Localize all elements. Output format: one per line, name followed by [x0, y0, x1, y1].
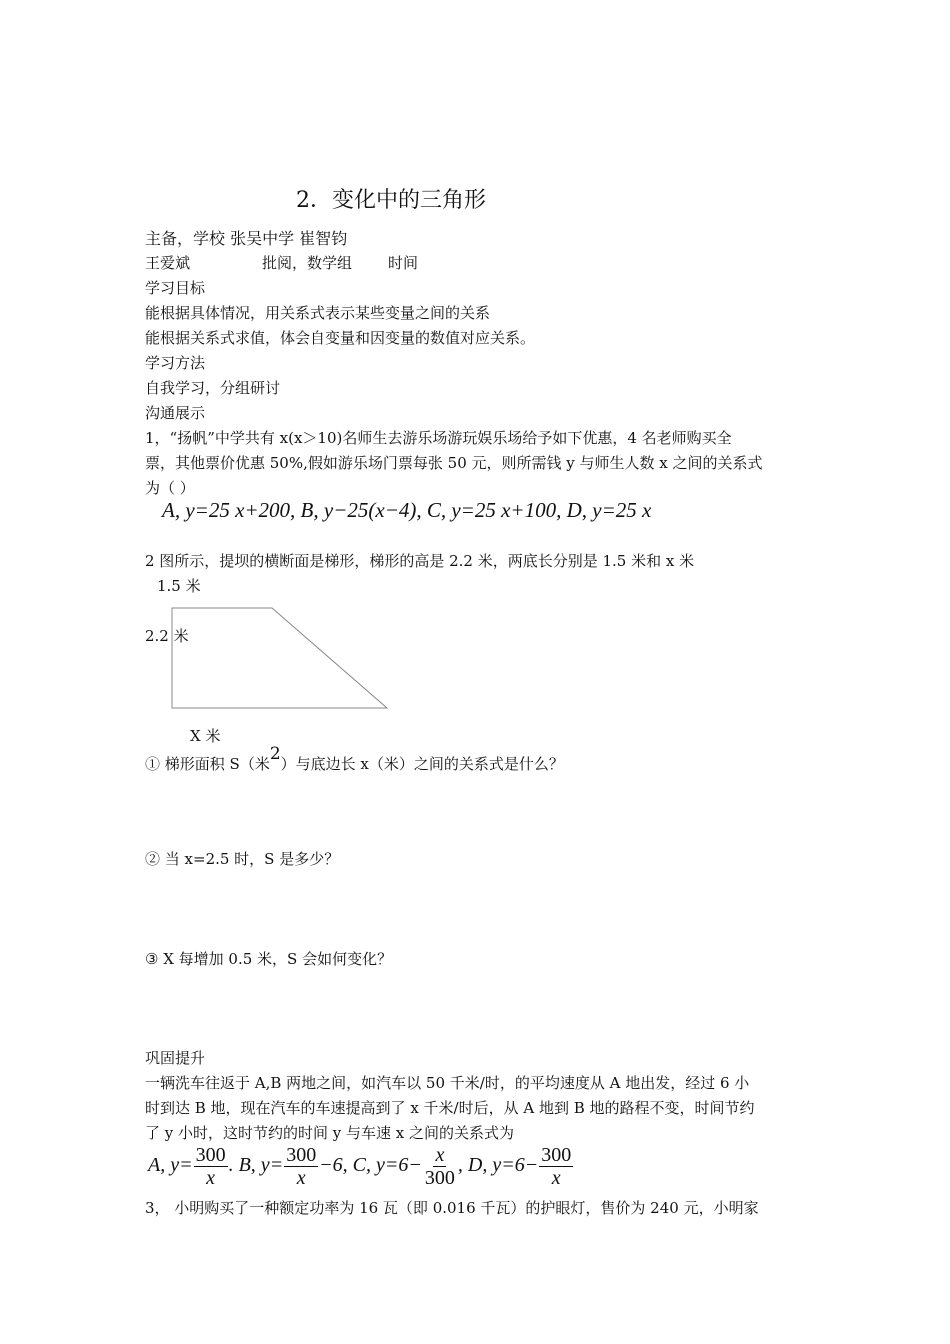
q1-options: A, y=25 x+200, B, y−25(x−4), C, y=25 x+100, D, y=25 x	[162, 498, 652, 522]
option-b-den: x	[296, 1167, 306, 1189]
trapezoid-diagram	[165, 600, 405, 720]
q2-sub-1	[145, 744, 564, 775]
option-d-fraction	[539, 1144, 573, 1189]
page-title: 2．变化中的三角形	[296, 188, 486, 213]
consolidate-options	[148, 1144, 574, 1189]
show-heading: 沟通展示	[145, 404, 206, 422]
option-d-prefix: , D, y=6−	[457, 1154, 539, 1177]
meta-time: 时间	[388, 254, 419, 272]
option-c-num: x	[435, 1144, 445, 1166]
option-a-den: x	[206, 1167, 216, 1189]
option-d-den: x	[551, 1167, 561, 1189]
option-d-num: 300	[541, 1144, 572, 1166]
option-b-num: 300	[286, 1144, 317, 1166]
trapezoid-top-label: 1.5 米	[157, 577, 201, 595]
author-line: 主备，学校 张吴中学 崔智钧	[145, 229, 348, 248]
option-b-suffix: −6, C, y=6−	[319, 1154, 422, 1177]
goals-heading: 学习目标	[145, 279, 206, 297]
option-a-prefix: A, y=	[148, 1154, 193, 1177]
meta-review: 批阅，数学组	[262, 254, 353, 272]
q2-sub-1-sup: 2	[269, 744, 281, 764]
meta-name: 王爱斌	[145, 254, 191, 272]
consolidate-line-2: 时到达 B 地，现在汽车的车速提高到了 x 千米/时后，从 A 地到 B 地的路程不变，时间节约	[145, 1099, 755, 1117]
q3-line-1: 3， 小明购买了一种额定功率为 16 瓦（即 0.016 千瓦）的护眼灯，售价为 240 元，小明家	[145, 1199, 759, 1217]
q2-sub-2: ② 当 x=2.5 时，S 是多少？	[145, 850, 340, 868]
q2-sub-1-part-b: ）与底边长 x（米）之间的关系式是什么？	[280, 755, 564, 773]
goal-1: 能根据具体情况，用关系式表示某些变量之间的关系	[145, 304, 491, 322]
q2-sub-1-part-a: ① 梯形面积 S（米	[145, 755, 270, 773]
option-a-fraction	[194, 1144, 228, 1189]
q2-text: 2 图所示，提坝的横断面是梯形，梯形的高是 2.2 米，两底长分别是 1.5 米和 x 米	[145, 552, 695, 570]
option-a-num: 300	[195, 1144, 226, 1166]
q1-line-1: 1，“扬帆”中学共有 x(x＞10)名师生去游乐场游玩娱乐场给予如下优惠，4 名老师购买全	[145, 429, 732, 447]
consolidate-line-1: 一辆洗车往返于 A,B 两地之间，如汽车以 50 千米/时，的平均速度从 A 地出发，经过 6 小	[145, 1074, 750, 1092]
option-c-fraction	[423, 1144, 457, 1189]
consolidate-heading: 巩固提升	[145, 1049, 206, 1067]
method-text: 自我学习，分组研讨	[145, 379, 281, 397]
trapezoid-shape	[172, 608, 387, 708]
q2-sub-3: ③ X 每增加 0.5 米，S 会如何变化？	[145, 950, 393, 968]
option-c-den: 300	[424, 1167, 455, 1189]
option-b-prefix: . B, y=	[228, 1154, 284, 1177]
goal-2: 能根据关系式求值，体会自变量和因变量的数值对应关系。	[145, 329, 536, 347]
trapezoid-bottom-label: X 米	[190, 727, 221, 745]
method-heading: 学习方法	[145, 354, 206, 372]
option-b-fraction	[284, 1144, 318, 1189]
trapezoid-height-label: 2.2 米	[145, 627, 189, 645]
consolidate-line-3: 了 y 小时，这时节约的时间 y 与车速 x 之间的关系式为	[145, 1124, 515, 1142]
q1-line-3: 为（ ）	[145, 479, 195, 497]
q1-line-2: 票，其他票价优惠 50%,假如游乐场门票每张 50 元，则所需钱 y 与师生人数 x 之间的关系式	[145, 454, 763, 472]
